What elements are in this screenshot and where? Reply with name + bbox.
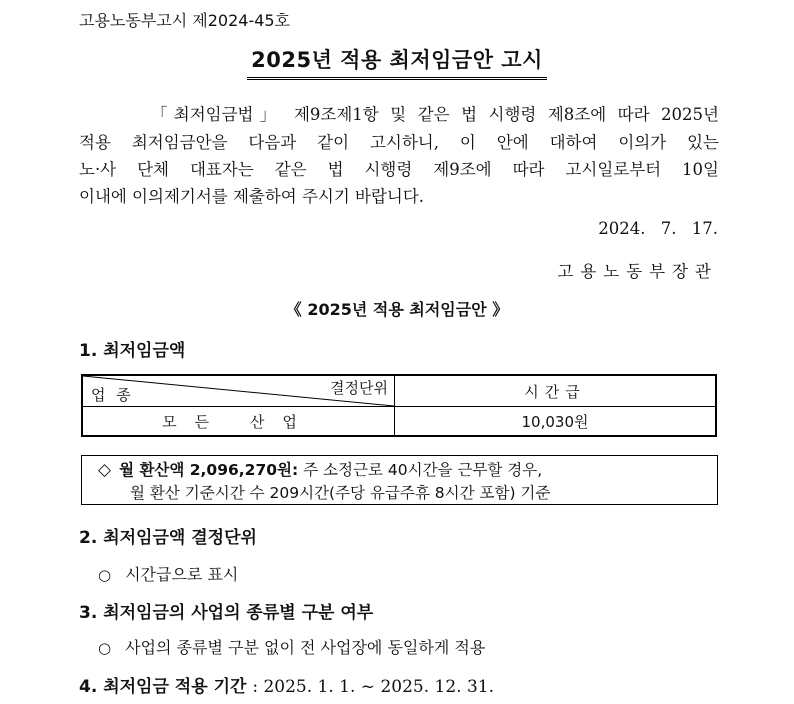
diamond-icon: ◇ bbox=[98, 460, 112, 480]
section-2-bullet bbox=[98, 562, 238, 585]
section-4-heading-label: 4. 최저임금 적용 기간 bbox=[79, 677, 247, 697]
monthly-line-1 bbox=[98, 458, 542, 480]
section-2-bullet-text: 시간급으로 표시 bbox=[125, 565, 239, 584]
section-4-heading bbox=[79, 672, 494, 697]
table-header-diagonal-cell bbox=[83, 376, 395, 407]
circle-bullet-icon: ○ bbox=[98, 639, 112, 657]
subtitle: 《 2025년 적용 최저임금안 》 bbox=[285, 300, 509, 319]
table-row-industry-cell bbox=[83, 407, 395, 435]
monthly-amount-label: 월 환산액 2,096,270원: bbox=[119, 461, 299, 479]
hourly-wage-value: 10,030원 bbox=[521, 412, 589, 431]
body-line-3: 노·사 단체 대표자는 같은 법 시행령 제9조에 따라 고시일로부터 10일 bbox=[79, 160, 719, 179]
monthly-line-2: 월 환산 기준시간 수 209시간(주당 유급주휴 8시간 포함) 기준 bbox=[130, 484, 551, 502]
industry-value: 모든 산업 bbox=[162, 412, 315, 431]
monthly-conversion-box bbox=[81, 455, 718, 505]
minimum-wage-table bbox=[81, 374, 717, 437]
header-decision-unit: 결정단위 bbox=[330, 379, 388, 397]
body-line-2: 적용 최저임금안을 다음과 같이 고시하니, 이 안에 대하여 이의가 있는 bbox=[79, 133, 719, 152]
issuer: 고용노동부장관 bbox=[557, 262, 718, 281]
header-hourly: 시간급 bbox=[524, 382, 586, 401]
circle-bullet-icon: ○ bbox=[98, 566, 112, 584]
body-line-4: 이내에 이의제기서를 제출하여 주시기 바랍니다. bbox=[79, 187, 425, 206]
section-2-heading: 2. 최저임금액 결정단위 bbox=[79, 528, 257, 548]
body-line-1: 「최저임금법」 제9조제1항 및 같은 법 시행령 제8조에 따라 2025년 bbox=[151, 105, 719, 124]
table-header-hourly-cell bbox=[395, 376, 715, 407]
monthly-line-1-text: 주 소정근로 40시간을 근무할 경우, bbox=[303, 461, 543, 479]
subtitle-container bbox=[0, 297, 794, 320]
section-1-heading: 1. 최저임금액 bbox=[79, 341, 186, 361]
notice-number: 고용노동부고시 제2024-45호 bbox=[79, 11, 291, 30]
notice-date: 2024. 7. 17. bbox=[598, 219, 718, 238]
title-container bbox=[0, 44, 794, 80]
table-row-wage-cell bbox=[395, 407, 715, 435]
section-3-heading: 3. 최저임금의 사업의 종류별 구분 여부 bbox=[79, 603, 374, 623]
section-3-bullet-text: 사업의 종류별 구분 없이 전 사업장에 동일하게 적용 bbox=[125, 638, 486, 657]
header-industry: 업 종 bbox=[91, 386, 134, 404]
document-title: 2025년 적용 최저임금안 고시 bbox=[247, 44, 547, 80]
section-3-bullet bbox=[98, 635, 485, 658]
application-period-value: : 2025. 1. 1. ~ 2025. 12. 31. bbox=[252, 677, 494, 697]
